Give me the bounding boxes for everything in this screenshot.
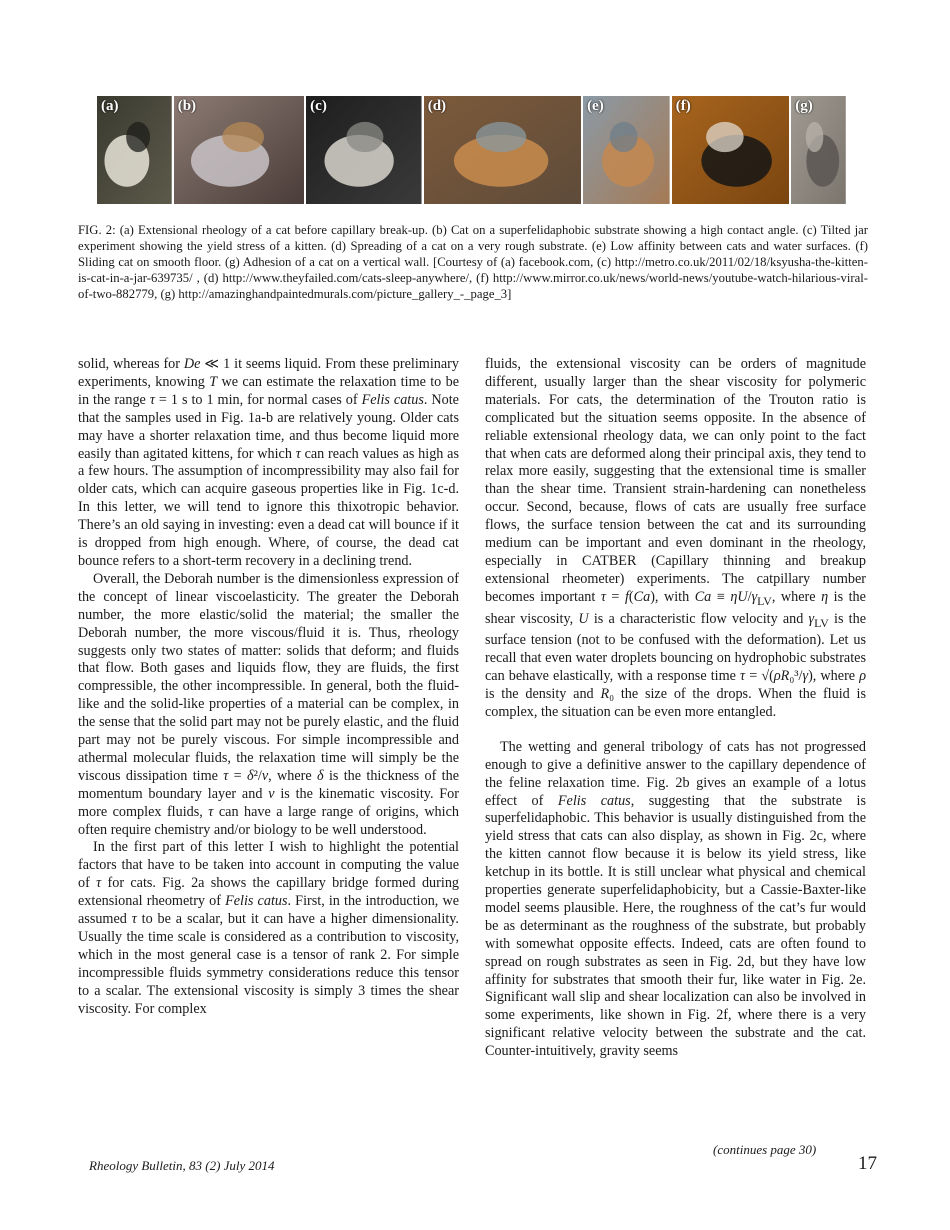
panel-label: (e) [587,98,604,114]
journal-footer: Rheology Bulletin, 83 (2) July 2014 [89,1158,275,1173]
continues-note: (continues page 30) [713,1142,817,1157]
paragraph: The wetting and general tribology of cats has not progressed enough to give a definitive answer to the capillary dependence of the feline relaxation time. Fig. 2b gives an example of a lotus effect of Felis catus, suggesting that the substrate is superfelidaphobic. This behavior is usually distinguished from the yield stress that cats can also display, as shown in Fig. 2c, where the kitten cannot flow because it is below its yield stress, like ketchup in its bottle. It is still unclear what physical and chemical properties generate superfelidaphobicity, but a Cassie-Baxter-like model seems plausible. Here, the roughness of the cat’s fur would be as determinant as the roughness of the substrate, but probably with somewhat opposite effects. Indeed, cats are often found to spread on rough substrates as seen in Fig. 2d, but they have low affinity for substrates that smooth their fur, like water in Fig. 2e. Significant wall slip and shear localization can also be involved in some experiments, like shown in Fig. 2f, where there is a very significant relative velocity between the substrate and the cat. Counter-intuitively, gravity seems [485,738,866,1060]
panel-label: (a) [101,98,119,114]
paragraph: Overall, the Deborah number is the dimensionless expression of the concept of linear viscoelasticity. The greater the Deborah number, the more elastic/solid the material; the smaller the Deborah number, the more viscous/fluid it is. Thus, rheology suggests only two states of matter: solids that deform; and fluids that flow. Both gases and liquids flow, they are fluids, the first compressible, the other incompressible. In general, both the fluid-like and the solid-like properties of a material can be complex, in the sense that the solid part may not be purely elastic, and the fluid part may not be purely viscous. For simple incompressible and athermal molecular fluids, the relaxation time will simply be the viscous dissipation time τ = δ²/ν, where δ is the thickness of the momentum boundary layer and ν is the kinematic viscosity. For more complex fluids, τ can have a large range of origins, which often require chemistry and/or biology to be well understood. [78,570,459,838]
figure-caption [78,222,868,302]
figure-panel-photo [306,96,422,204]
figure-caption-text: (a) Extensional rheology of a cat before capillary break-up. (b) Cat on a superfelidaphobic substrate showing a high contact angle. (c) Tilted jar experiment showing the yield stress of a kitten. (d) Spreading of a cat on a very rough substrate. (e) Low affinity between cats and water surfaces. (f) Sliding cat on smooth floor. (g) Adhesion of a cat on a vertical wall. [Courtesy of (a) facebook.com, (c) http://metro.co.uk/2011/02/18/ksyusha-the-kitten-is-cat-in-a-jar-639735/ , (d) http://www.theyfailed.com/cats-sleep-anywhere/, (f) http://www.mirror.co.uk/news/world-news/youtube-watch-hilarious-viral-of-two-882779, (g) http://amazinghandpaintedmurals.com/picture_gallery_-_page_3] [78,223,869,301]
paragraph: solid, whereas for De ≪ 1 it seems liquid. From these preliminary experiments, knowing T we can estimate the relaxation time to be in the range τ = 1 s to 1 min, for normal cases of Felis catus. Note that the samples used in Fig. 1a-b are relatively young. Older cats may have a shorter relaxation time, and thus become liquid more easily than agitated kittens, for which τ can reach values as high as a few hours. The assumption of incompressibility may also fail for older cats, which can acquire gaseous properties like in Fig. 1c-d. In this letter, we will tend to ignore this thixotropic behavior. There’s an old saying in investing: even a dead cat will bounce if it is dropped from high enough. Where, of course, the dead cat bounce refers to a short-term recovery in a declining trend. [78,356,459,569]
figure-panel-photo [583,96,670,204]
figure-caption-tag: FIG. 2: [78,223,116,237]
figure-panel-photo [791,96,846,204]
panel-label: (f) [675,98,691,114]
right-text-column [485,356,866,1061]
panel-label: (d) [427,98,447,114]
paragraph: In the first part of this letter I wish to highlight the potential factors that have to be taken into account in computing the value of τ for cats. Fig. 2a shows the capillary bridge formed during extensional rheometry of Felis catus. First, in the introduction, we assumed τ to be a scalar, but it can have a higher dimensionality. Usually the time scale is considered as a contribution to viscosity, which in the most general case is a tensor of rank 2. For simple incompressible fluids symmetry considerations reduce this tensor to a scalar. The extensional viscosity is simply 3 times the shear viscosity. For complex [78,839,460,1017]
page-number: 17 [858,1153,877,1174]
panel-label: (g) [795,98,813,114]
panel-label: (c) [310,98,327,114]
figure-panel-photo [97,96,172,204]
figure-panel-photo [672,96,790,204]
panel-label: (b) [177,98,197,114]
figure-panel-photo [174,96,304,204]
left-text-column [78,356,459,1019]
paragraph: fluids, the extensional viscosity can be orders of magnitude different, usually larger than the shear viscosity for polymeric materials. For cats, the determination of the Trouton ratio is complicated but the situation seems opposite. In the absence of reliable extensional rheology data, we can only point to the fact that when cats are deformed along their principal axis, they tend to relax more easily, suggesting that the extensional time is smaller than the shear time. Transient strain-hardening can nonetheless occur. Second, because, flows of cats are usually free surface flows, the surface tension between the cat and its surrounding medium can be important and even dominant in the rheology, especially in CATBER (Capillary thinning and breakup extensional rheometer) experiments. The catpillary number becomes important τ = f(Ca), with $Ca \equiv \eta U/\gamma_{LV}$, where η is the shear viscosity, U is a characteristic flow velocity and $\gamma_{LV}$ is the surface tension (not to be confused with the deformation). Let us recall that even water droplets bouncing on hydrophobic substrates can behave elastically, with a response time τ = √(ρR₀³/γ), where ρ is the density and R₀ the size of the drops. When the fluid is complex, the situation can be even more entangled. [485,356,866,720]
figure-2-image-strip [97,96,846,204]
cat-photo [424,96,581,204]
figure-panel-photo [424,96,581,204]
